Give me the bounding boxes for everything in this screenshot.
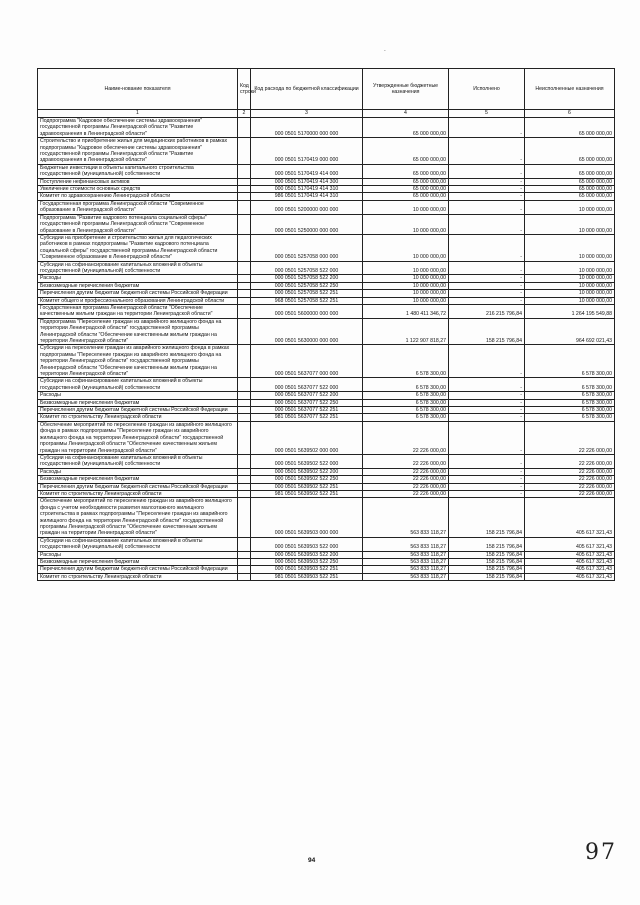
row-executed: -	[449, 454, 525, 468]
row-budget-code: 000 0501 5639503 522 200	[251, 551, 363, 558]
row-approved: 22 226 000,00	[363, 468, 449, 475]
row-name: Подпрограмма "Развитие кадрового потенциала социальной сферы" государственной программы Ленинградской области "Современное образование в Ленинградской области"	[38, 214, 238, 234]
table-row	[38, 186, 615, 193]
row-code	[238, 414, 251, 421]
table-row	[38, 118, 615, 138]
row-code	[238, 234, 251, 261]
row-code	[238, 214, 251, 234]
row-approved: 10 000 000,00	[363, 214, 449, 234]
row-executed: 158 215 796,84	[449, 573, 525, 580]
row-approved: 22 226 000,00	[363, 476, 449, 483]
row-code	[238, 498, 251, 537]
row-executed: -	[449, 178, 525, 185]
row-approved: 10 000 000,00	[363, 261, 449, 275]
row-name: Перечисления другим бюджетам бюджетной системы Российской Федерации	[38, 407, 238, 414]
row-executed: -	[449, 193, 525, 200]
table-row	[38, 164, 615, 178]
row-approved: 563 833 118,27	[363, 559, 449, 566]
table-row	[38, 468, 615, 475]
row-unexecuted: 10 000 000,00	[525, 297, 615, 304]
row-budget-code: 000 0501 5639503 000 000	[251, 498, 363, 537]
row-name: Комитет общего и профессионального образования Ленинградской области	[38, 297, 238, 304]
row-code	[238, 551, 251, 558]
table-row	[38, 392, 615, 399]
row-executed: -	[449, 345, 525, 378]
column-number: 4	[363, 110, 449, 118]
row-name: Субсидии на софинансирование капитальных вложений в объекты государственной (муниципальной) собственности	[38, 537, 238, 551]
row-executed: -	[449, 407, 525, 414]
row-budget-code: 000 0501 5637077 522 251	[251, 407, 363, 414]
row-budget-code: 000 0501 5257058 522 200	[251, 275, 363, 282]
row-budget-code: 981 0501 5639502 522 251	[251, 490, 363, 497]
row-code	[238, 378, 251, 392]
row-executed: 158 215 796,84	[449, 498, 525, 537]
row-budget-code: 000 0501 5170000 000 000	[251, 118, 363, 138]
row-approved: 563 833 118,27	[363, 498, 449, 537]
row-code	[238, 421, 251, 454]
row-unexecuted: 6 578 300,00	[525, 414, 615, 421]
table-row	[38, 304, 615, 318]
row-budget-code: 000 0501 5250000 000 000	[251, 214, 363, 234]
row-code	[238, 468, 251, 475]
row-budget-code: 000 0501 5637077 522 200	[251, 392, 363, 399]
table-row	[38, 573, 615, 580]
row-unexecuted: 22 226 000,00	[525, 476, 615, 483]
row-name: Обеспечение мероприятий по переселению граждан из аварийного жилищного фонда в рамках подпрограммы "Переселение граждан из аварийного жилищного фонда на территории Ленинградской области" государственной программы Ленинградской области "Обеспечение качественным жильем граждан на территории Ленинградской области"	[38, 421, 238, 454]
row-name: Безвозмездные перечисления бюджетам	[38, 476, 238, 483]
row-budget-code: 000 0501 5257058 522 000	[251, 261, 363, 275]
row-budget-code: 968 0501 5257058 522 251	[251, 297, 363, 304]
row-executed: -	[449, 476, 525, 483]
row-name: Субсидии на приобретение и строительство жилья для педагогических работников в рамках подпрограммы "Развитие кадрового потенциала социальной сферы" государственной программы Ленинградской области "Современное образование в Ленинградской области"	[38, 234, 238, 261]
row-budget-code: 000 0501 5600000 000 000	[251, 304, 363, 318]
row-approved: 65 000 000,00	[363, 138, 449, 165]
row-budget-code: 000 0501 5200000 000 000	[251, 200, 363, 214]
row-unexecuted: 10 000 000,00	[525, 290, 615, 297]
row-executed: -	[449, 392, 525, 399]
row-executed: -	[449, 214, 525, 234]
table-row	[38, 200, 615, 214]
row-unexecuted: 65 000 000,00	[525, 138, 615, 165]
row-name: Поступление нефинансовых активов	[38, 178, 238, 185]
row-name: Подпрограмма "Переселение граждан из аварийного жилищного фонда на территории Ленинградской области" государственной программы Ленинградской области "Обеспечение качественным жильем граждан на территории Ленинградской области"	[38, 318, 238, 345]
row-approved: 1 122 907 818,27	[363, 318, 449, 345]
row-budget-code: 000 0501 5257058 000 000	[251, 234, 363, 261]
row-executed: -	[449, 261, 525, 275]
row-code	[238, 318, 251, 345]
row-code	[238, 164, 251, 178]
table-row	[38, 282, 615, 289]
row-code	[238, 304, 251, 318]
row-unexecuted: 6 578 300,00	[525, 378, 615, 392]
row-approved: 563 833 118,27	[363, 537, 449, 551]
table-header-row	[38, 69, 615, 110]
row-budget-code: 000 0501 5170419 414 310	[251, 186, 363, 193]
row-unexecuted: 10 000 000,00	[525, 282, 615, 289]
row-budget-code: 000 0501 5639502 522 250	[251, 476, 363, 483]
row-approved: 10 000 000,00	[363, 275, 449, 282]
row-budget-code: 986 0501 5170419 414 310	[251, 193, 363, 200]
row-executed: -	[449, 275, 525, 282]
row-code	[238, 178, 251, 185]
row-code	[238, 345, 251, 378]
row-name: Расходы	[38, 275, 238, 282]
column-number: 2	[238, 110, 251, 118]
row-name: Расходы	[38, 392, 238, 399]
row-unexecuted: 405 617 321,43	[525, 566, 615, 573]
row-name: Субсидии на переселение граждан из аварийного жилищного фонда в рамках подпрограммы "Переселение граждан из аварийного жилищного фонда на территории Ленинградской области" государственной программы Ленинградской области "Обеспечение качественным жильем граждан на территории Ленинградской области"	[38, 345, 238, 378]
row-approved: 563 833 118,27	[363, 566, 449, 573]
row-code	[238, 275, 251, 282]
row-unexecuted: 22 226 000,00	[525, 454, 615, 468]
row-executed: -	[449, 399, 525, 406]
row-approved: 6 578 300,00	[363, 378, 449, 392]
row-budget-code: 000 0501 5639502 522 000	[251, 454, 363, 468]
row-code	[238, 407, 251, 414]
table-row	[38, 261, 615, 275]
row-approved: 22 226 000,00	[363, 490, 449, 497]
row-budget-code: 000 0501 5639502 522 251	[251, 483, 363, 490]
row-code	[238, 193, 251, 200]
budget-execution-table	[37, 68, 615, 581]
column-number: 6	[525, 110, 615, 118]
row-approved: 22 226 000,00	[363, 421, 449, 454]
row-name: Расходы	[38, 468, 238, 475]
row-approved: 6 578 300,00	[363, 399, 449, 406]
row-name: Комитет по строительству Ленинградской области	[38, 573, 238, 580]
row-code	[238, 290, 251, 297]
header-unexecuted: Неисполненные назначения	[525, 69, 615, 110]
row-unexecuted: 10 000 000,00	[525, 261, 615, 275]
row-code	[238, 392, 251, 399]
row-unexecuted: 65 000 000,00	[525, 164, 615, 178]
row-unexecuted: 22 226 000,00	[525, 490, 615, 497]
table-row	[38, 193, 615, 200]
row-approved: 6 578 300,00	[363, 407, 449, 414]
header-approved: Утвержденные бюджетные назначения	[363, 69, 449, 110]
row-unexecuted: 65 000 000,00	[525, 178, 615, 185]
row-code	[238, 186, 251, 193]
row-unexecuted: 6 578 300,00	[525, 392, 615, 399]
row-name: Подпрограмма "Кадровое обеспечение системы здравоохранения" государственной программы Ленинградской области "Развитие здравоохранения в Ленинградской области"	[38, 118, 238, 138]
row-unexecuted: 65 000 000,00	[525, 186, 615, 193]
row-name: Субсидии на софинансирование капитальных вложений в объекты государственной (муниципальной) собственности	[38, 454, 238, 468]
row-approved: 22 226 000,00	[363, 483, 449, 490]
row-name: Перечисления другим бюджетам бюджетной системы Российской Федерации	[38, 290, 238, 297]
row-executed: -	[449, 490, 525, 497]
row-executed: -	[449, 297, 525, 304]
table-row	[38, 421, 615, 454]
row-approved: 1 480 411 346,72	[363, 304, 449, 318]
row-name: Безвозмездные перечисления бюджетам	[38, 559, 238, 566]
row-budget-code: 981 0501 5639503 522 251	[251, 573, 363, 580]
row-unexecuted: 964 692 021,43	[525, 318, 615, 345]
table-row	[38, 297, 615, 304]
row-code	[238, 118, 251, 138]
row-unexecuted: 65 000 000,00	[525, 193, 615, 200]
table-row	[38, 318, 615, 345]
row-code	[238, 573, 251, 580]
row-budget-code: 000 0501 5639502 000 000	[251, 421, 363, 454]
column-number: 1	[38, 110, 238, 118]
row-unexecuted: 22 226 000,00	[525, 468, 615, 475]
table-row	[38, 234, 615, 261]
row-unexecuted: 405 617 321,43	[525, 537, 615, 551]
row-unexecuted: 405 617 321,43	[525, 559, 615, 566]
row-code	[238, 490, 251, 497]
row-executed: 158 215 796,84	[449, 537, 525, 551]
row-approved: 10 000 000,00	[363, 282, 449, 289]
table-row	[38, 275, 615, 282]
table-row	[38, 414, 615, 421]
table-row	[38, 454, 615, 468]
table-row	[38, 178, 615, 185]
column-number: 5	[449, 110, 525, 118]
row-approved: 6 578 300,00	[363, 414, 449, 421]
row-approved: 6 578 300,00	[363, 392, 449, 399]
table-row	[38, 407, 615, 414]
row-unexecuted: 6 578 300,00	[525, 407, 615, 414]
row-code	[238, 559, 251, 566]
row-executed: 216 215 796,84	[449, 304, 525, 318]
table-row	[38, 138, 615, 165]
table-row	[38, 378, 615, 392]
row-executed: -	[449, 290, 525, 297]
row-name: Перечисления другим бюджетам бюджетной системы Российской Федерации	[38, 483, 238, 490]
row-approved: 6 578 300,00	[363, 345, 449, 378]
row-unexecuted: 10 000 000,00	[525, 214, 615, 234]
row-name: Бюджетные инвестиции в объекты капитального строительства государственной (муниципальной) собственности	[38, 164, 238, 178]
table-row	[38, 566, 615, 573]
row-approved: 65 000 000,00	[363, 193, 449, 200]
row-unexecuted: 65 000 000,00	[525, 118, 615, 138]
row-budget-code: 000 0501 5170419 414 000	[251, 164, 363, 178]
row-executed: -	[449, 118, 525, 138]
table-row	[38, 551, 615, 558]
row-budget-code: 000 0501 5630000 000 000	[251, 318, 363, 345]
header-name: Наиме-нование показателя	[38, 69, 238, 110]
row-budget-code: 000 0501 5639502 522 200	[251, 468, 363, 475]
table-row	[38, 476, 615, 483]
table-row	[38, 537, 615, 551]
row-budget-code: 000 0501 5257058 522 250	[251, 282, 363, 289]
row-executed: -	[449, 164, 525, 178]
column-number: 3	[251, 110, 363, 118]
row-approved: 22 226 000,00	[363, 454, 449, 468]
row-executed: 158 215 796,84	[449, 551, 525, 558]
row-unexecuted: 6 578 300,00	[525, 345, 615, 378]
row-name: Увеличение стоимости основных средств	[38, 186, 238, 193]
row-approved: 563 833 118,27	[363, 573, 449, 580]
row-budget-code: 000 0501 5637077 522 000	[251, 378, 363, 392]
row-unexecuted: 22 226 000,00	[525, 421, 615, 454]
row-unexecuted: 6 578 300,00	[525, 399, 615, 406]
row-budget-code: 000 0501 5639503 522 250	[251, 559, 363, 566]
row-name: Обеспечение мероприятий по переселению граждан из аварийного жилищного фонда с учетом необходимости развития малоэтажного жилищного строительства в рамках подпрограммы "Переселение граждан из аварийного жилищного фонда на территории Ленинградской области" государственной программы Ленинградской области "Обеспечение качественным жильем граждан на территории Ленинградской области"	[38, 498, 238, 537]
row-unexecuted: 10 000 000,00	[525, 200, 615, 214]
row-name: Субсидии на софинансирование капитальных вложений в объекты государственной (муниципальной) собственности	[38, 261, 238, 275]
row-executed: -	[449, 200, 525, 214]
row-executed: -	[449, 468, 525, 475]
row-name: Государственная программа Ленинградской области "Обеспечение качественным жильем граждан на территории Ленинградской области"	[38, 304, 238, 318]
row-approved: 10 000 000,00	[363, 290, 449, 297]
row-approved: 10 000 000,00	[363, 234, 449, 261]
row-executed: 158 215 796,84	[449, 566, 525, 573]
row-budget-code: 000 0501 5637077 522 250	[251, 399, 363, 406]
row-name: Государственная программа Ленинградской области "Современное образование в Ленинградской области"	[38, 200, 238, 214]
row-code	[238, 483, 251, 490]
handwritten-page-number: 97	[585, 840, 617, 865]
row-code	[238, 261, 251, 275]
row-approved: 65 000 000,00	[363, 186, 449, 193]
row-name: Комитет по строительству Ленинградской области	[38, 490, 238, 497]
row-code	[238, 537, 251, 551]
row-executed: 158 215 796,84	[449, 559, 525, 566]
table-row	[38, 483, 615, 490]
row-name: Комитет по здравоохранению Ленинградской области	[38, 193, 238, 200]
row-budget-code: 000 0501 5257058 522 251	[251, 290, 363, 297]
row-name: Безвозмездные перечисления бюджетам	[38, 282, 238, 289]
header-mark: -	[384, 48, 386, 54]
row-code	[238, 399, 251, 406]
row-approved: 65 000 000,00	[363, 164, 449, 178]
row-approved: 563 833 118,27	[363, 551, 449, 558]
table-row	[38, 490, 615, 497]
table-body	[38, 118, 615, 581]
header-budget-code: Код расхода по бюджетной классификации	[251, 69, 363, 110]
row-code	[238, 454, 251, 468]
row-code	[238, 297, 251, 304]
page-number: 94	[308, 857, 316, 864]
row-executed: -	[449, 234, 525, 261]
row-name: Субсидии на софинансирование капитальных вложений в объекты государственной (муниципальной) собственности	[38, 378, 238, 392]
row-unexecuted: 405 617 321,43	[525, 498, 615, 537]
row-name: Расходы	[38, 551, 238, 558]
row-name: Безвозмездные перечисления бюджетам	[38, 399, 238, 406]
row-executed: -	[449, 421, 525, 454]
table-row	[38, 399, 615, 406]
row-executed: -	[449, 186, 525, 193]
row-executed: 158 215 796,84	[449, 318, 525, 345]
row-code	[238, 566, 251, 573]
row-name: Комитет по строительству Ленинградской области	[38, 414, 238, 421]
row-code	[238, 282, 251, 289]
row-budget-code: 000 0501 5170419 414 300	[251, 178, 363, 185]
row-budget-code: 981 0501 5637077 522 251	[251, 414, 363, 421]
row-executed: -	[449, 378, 525, 392]
row-approved: 10 000 000,00	[363, 297, 449, 304]
row-unexecuted: 22 226 000,00	[525, 483, 615, 490]
table-row	[38, 345, 615, 378]
table-row	[38, 290, 615, 297]
row-name: Строительство и приобретение жилья для медицинских работников в рамках подпрограммы "Кадровое обеспечение системы здравоохранения" государственной программы Ленинградской области "Развитие здравоохранения в Ленинградской области"	[38, 138, 238, 165]
row-code	[238, 138, 251, 165]
header-executed: Исполнено	[449, 69, 525, 110]
row-budget-code: 000 0501 5637077 000 000	[251, 345, 363, 378]
row-unexecuted: 405 617 321,43	[525, 551, 615, 558]
row-code	[238, 476, 251, 483]
row-executed: -	[449, 483, 525, 490]
row-budget-code: 000 0501 5639503 522 251	[251, 566, 363, 573]
table-row	[38, 498, 615, 537]
row-budget-code: 000 0501 5170419 000 000	[251, 138, 363, 165]
row-unexecuted: 405 617 321,43	[525, 573, 615, 580]
row-approved: 10 000 000,00	[363, 200, 449, 214]
row-unexecuted: 10 000 000,00	[525, 234, 615, 261]
row-executed: -	[449, 414, 525, 421]
row-approved: 65 000 000,00	[363, 118, 449, 138]
row-unexecuted: 1 264 195 549,88	[525, 304, 615, 318]
column-numbers-row	[38, 110, 615, 118]
table-row	[38, 559, 615, 566]
row-approved: 65 000 000,00	[363, 178, 449, 185]
row-executed: -	[449, 138, 525, 165]
row-name: Перечисления другим бюджетам бюджетной системы Российской Федерации	[38, 566, 238, 573]
row-code	[238, 200, 251, 214]
table-row	[38, 214, 615, 234]
row-budget-code: 000 0501 5639503 522 000	[251, 537, 363, 551]
row-executed: -	[449, 282, 525, 289]
row-unexecuted: 10 000 000,00	[525, 275, 615, 282]
header-code: Код строки	[238, 69, 251, 110]
